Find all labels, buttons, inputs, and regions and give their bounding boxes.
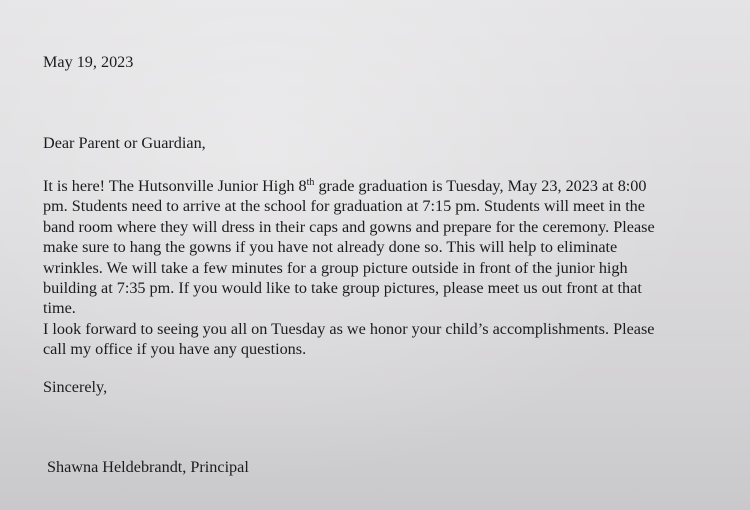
letter-signature: Shawna Heldebrandt, Principal: [47, 458, 249, 476]
body-line: pm. Students need to arrive at the school for graduation at 7:15 pm. Students will meet in the: [43, 197, 645, 216]
body-line: wrinkles. We will take a few minutes for a group picture outside in front of the junior high: [43, 258, 628, 277]
body-line: time.: [43, 299, 76, 318]
letter-closing: Sincerely,: [43, 378, 108, 396]
body-line: call my office if you have any questions.: [43, 340, 307, 359]
body-line: band room where they will dress in their caps and gowns and prepare for the ceremony. Please: [43, 217, 655, 236]
body-line: building at 7:35 pm. If you would like to take group pictures, please meet us out front at that: [43, 279, 642, 298]
letter-body: [43, 176, 743, 360]
body-line: It is here! The Hutsonville Junior High 8th grade graduation is Tuesday, May 23, 2023 at 8:00: [43, 177, 647, 195]
body-line: make sure to hang the gowns if you have not already done so. This will help to eliminate: [43, 238, 618, 257]
ordinal-superscript: th: [306, 177, 315, 188]
letter-salutation: Dear Parent or Guardian,: [43, 134, 206, 152]
body-line: I look forward to seeing you all on Tuesday as we honor your child’s accomplishments. Please: [43, 319, 655, 338]
letter-date: May 19, 2023: [43, 53, 134, 71]
